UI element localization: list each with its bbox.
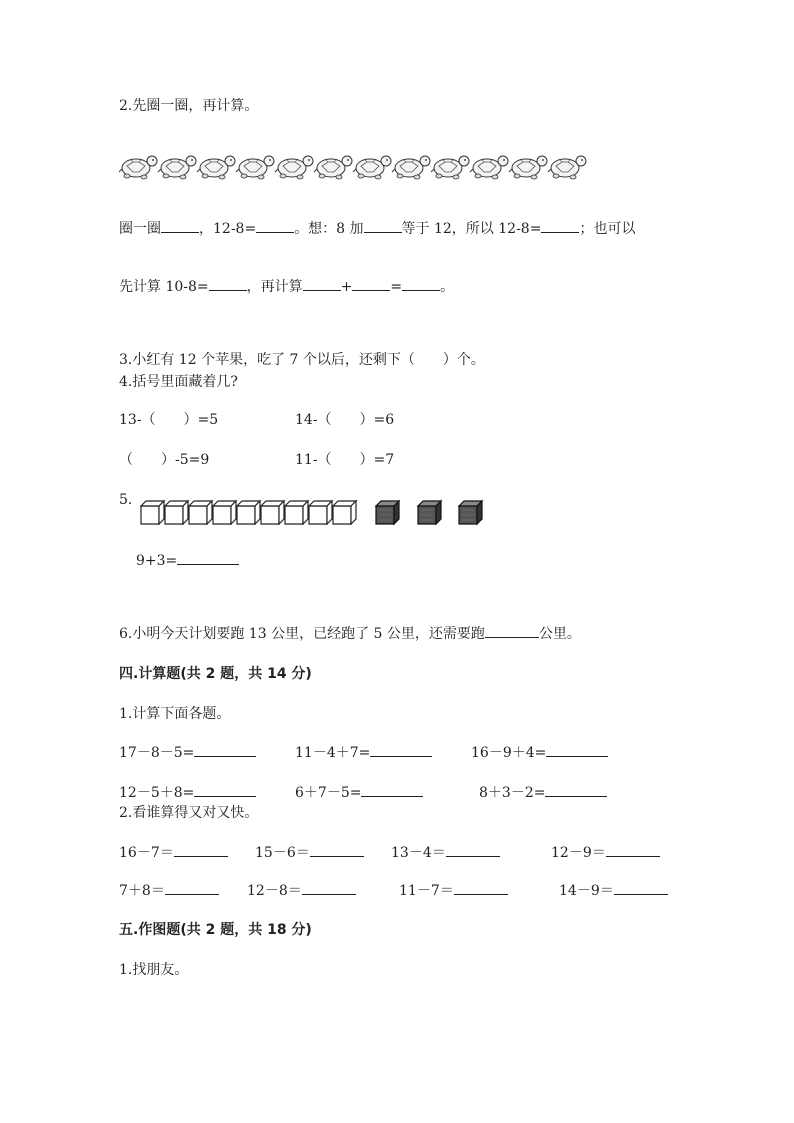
answer-blank[interactable] [546,742,608,757]
calc-expression: 8＋3－2= [479,785,546,801]
calc-item [295,742,432,763]
answer-blank[interactable] [310,842,364,857]
question-3: 3.小红有 12 个苹果，吃了 7 个以后，还剩下（ ）个。 [119,352,485,368]
answer-blank[interactable] [209,276,247,291]
calc-expression: 7＋8＝ [119,883,165,899]
section-4-heading: 四.计算题(共 2 题，共 14 分) [119,666,312,682]
q5-equation-text: 9+3= [136,553,178,569]
answer-blank[interactable] [370,742,432,757]
answer-blank[interactable] [485,623,539,638]
q2-text: 。想：8 加 [294,221,364,237]
q4-item: （ ）-5=9 [119,452,210,468]
calc-item [119,782,256,803]
calc-expression: 12－5＋8= [119,785,195,801]
calc-item [295,782,423,803]
question-2-title: 2.先圈一圈，再计算。 [119,98,259,114]
question-4-title: 4.括号里面藏着几? [119,374,238,390]
quick-calc-item [119,880,219,901]
calc-expression: 17－8－5= [119,745,195,761]
calc-item [119,742,256,763]
calc-expression: 15－6＝ [255,845,310,861]
white-cube-icons [141,501,356,524]
q2-text: = [390,279,403,295]
answer-blank[interactable] [402,276,440,291]
quick-calc-item [559,880,668,901]
q2-text: ，12-8= [199,221,257,237]
calc-expression: 12－8＝ [247,883,302,899]
section-5-heading: 五.作图题(共 2 题，共 18 分) [119,922,312,938]
calc-expression: 14－9＝ [559,883,614,899]
calc-item [479,782,607,803]
calc-expression: 13－4＝ [391,845,446,861]
cube-row [140,496,500,528]
q2-text: ，再计算 [246,279,303,295]
answer-blank[interactable] [161,218,199,233]
quick-calc-item [255,842,364,863]
answer-blank[interactable] [256,218,294,233]
quick-calc-item [247,880,356,901]
q2-text: 等于 12，所以 12-8= [401,221,542,237]
q4-item: 11-（ ）=7 [295,452,395,468]
question-2-line-2 [119,276,454,297]
quick-calc-item [391,842,500,863]
answer-blank[interactable] [541,218,579,233]
quick-calc-item [551,842,660,863]
dark-cube-icons [376,501,482,524]
q2-text: 圈一圈 [119,221,161,237]
section-5-q1-title: 1.找朋友。 [119,962,189,978]
section-4-q2-title: 2.看谁算得又对又快。 [119,805,259,821]
answer-blank[interactable] [454,880,508,895]
answer-blank[interactable] [614,880,668,895]
q2-text: ；也可以 [579,221,636,237]
turtle-row [119,148,589,184]
answer-blank[interactable] [174,842,228,857]
answer-blank[interactable] [165,880,219,895]
section-4-q1-title: 1.计算下面各题。 [119,706,231,722]
calc-expression: 16－9＋4= [471,745,547,761]
question-5-label: 5. [119,492,133,508]
calc-expression: 11－7＝ [399,883,454,899]
answer-blank[interactable] [352,276,390,291]
answer-blank[interactable] [446,842,500,857]
answer-blank[interactable] [302,880,356,895]
q4-item: 14-（ ）=6 [295,412,395,428]
q2-text: 先计算 10-8= [119,279,209,295]
turtle-icon-group [119,156,586,179]
quick-calc-item [119,842,228,863]
q4-item: 13-（ ）=5 [119,412,219,428]
answer-blank[interactable] [364,218,402,233]
q6-text: 公里。 [538,626,581,642]
q2-text: + [340,279,353,295]
answer-blank[interactable] [194,742,256,757]
answer-blank[interactable] [177,550,239,565]
quick-calc-item [399,880,508,901]
q6-text: 6.小明今天计划要跑 13 公里，已经跑了 5 公里，还需要跑 [119,626,485,642]
calc-expression: 16－7＝ [119,845,174,861]
q2-text: 。 [440,279,455,295]
calc-expression: 11－4＋7= [295,745,371,761]
question-6 [119,623,581,644]
calc-item [471,742,608,763]
answer-blank[interactable] [194,782,256,797]
answer-blank[interactable] [606,842,660,857]
calc-expression: 6＋7－5= [295,785,362,801]
question-2-line-1 [119,218,635,239]
answer-blank[interactable] [545,782,607,797]
q5-equation [136,550,239,571]
answer-blank[interactable] [303,276,341,291]
answer-blank[interactable] [361,782,423,797]
calc-expression: 12－9＝ [551,845,606,861]
